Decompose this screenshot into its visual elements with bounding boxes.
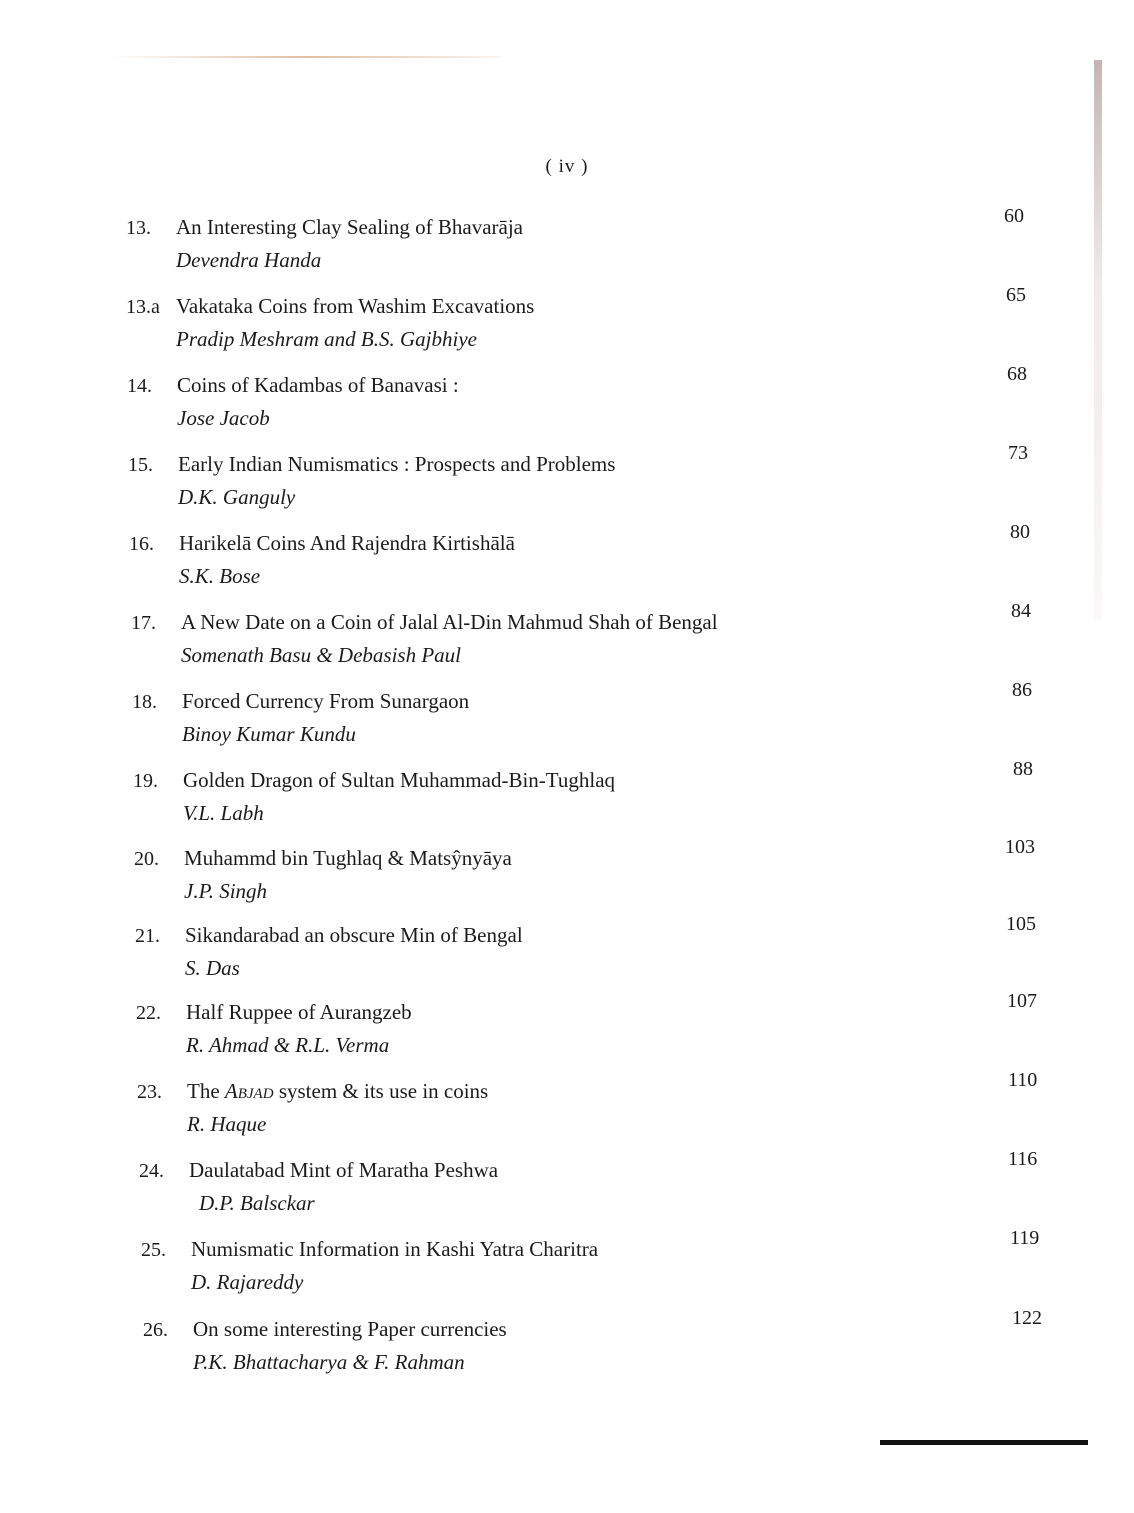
entry-author: S. Das	[185, 956, 240, 980]
entry-page: 84	[1011, 600, 1031, 622]
entry-title: An Interesting Clay Sealing of Bhavarāja	[176, 215, 523, 239]
entry-author: D. Rajareddy	[191, 1270, 304, 1294]
entry-page: 68	[1007, 363, 1027, 385]
entry-author: S.K. Bose	[179, 564, 261, 588]
entry-number: 16.	[129, 533, 154, 555]
entry-title: Golden Dragon of Sultan Muhammad-Bin-Tughlaq	[183, 768, 616, 792]
entry-page: 88	[1013, 758, 1033, 780]
entry-author: Binoy Kumar Kundu	[182, 722, 356, 746]
entry-author: D.P. Balsckar	[199, 1191, 315, 1215]
entry-author: D.K. Ganguly	[178, 485, 296, 509]
entry-number: 17.	[131, 612, 156, 634]
entry-title-emphasis: Abjad	[224, 1079, 274, 1103]
entry-author: Devendra Handa	[176, 248, 322, 272]
entry-number: 26.	[143, 1319, 168, 1341]
entry-title: Forced Currency From Sunargaon	[182, 689, 470, 713]
entry-page: 110	[1008, 1069, 1038, 1091]
entry-author: R. Haque	[187, 1112, 267, 1136]
entry-title: Early Indian Numismatics : Prospects and Problems	[178, 452, 616, 476]
entry-number: 13.	[126, 217, 151, 239]
entry-title: Daulatabad Mint of Maratha Peshwa	[189, 1158, 499, 1182]
entry-page: 86	[1012, 679, 1032, 701]
entry-title	[187, 1079, 488, 1104]
entry-title: On some interesting Paper currencies	[193, 1317, 507, 1341]
entry-number: 23.	[137, 1081, 162, 1103]
entry-title: Half Ruppee of Aurangzeb	[186, 1000, 412, 1024]
entry-author: Somenath Basu & Debasish Paul	[181, 643, 461, 667]
entry-number: 14.	[127, 375, 152, 397]
entry-page: 80	[1010, 521, 1030, 543]
entry-page: 122	[1012, 1307, 1042, 1329]
entry-title: A New Date on a Coin of Jalal Al-Din Mahmud Shah of Bengal	[181, 610, 718, 634]
entry-number: 24.	[139, 1160, 164, 1182]
entry-number: 13.a	[126, 296, 160, 318]
entry-title: Vakataka Coins from Washim Excavations	[176, 294, 535, 318]
entry-number: 19.	[133, 770, 158, 792]
entry-author: J.P. Singh	[184, 879, 268, 903]
entry-title: Harikelā Coins And Rajendra Kirtishālā	[179, 531, 515, 555]
entry-page: 119	[1010, 1227, 1040, 1249]
entry-title: Sikandarabad an obscure Min of Bengal	[185, 923, 523, 947]
entry-number: 20.	[134, 848, 159, 870]
entry-author: P.K. Bhattacharya & F. Rahman	[193, 1350, 465, 1374]
entry-author: V.L. Labh	[183, 801, 264, 825]
entry-number: 22.	[136, 1002, 161, 1024]
entry-page: 65	[1006, 284, 1026, 306]
entry-number: 15.	[128, 454, 153, 476]
entry-number: 21.	[135, 925, 160, 947]
entry-title: Coins of Kadambas of Banavasi :	[177, 373, 459, 397]
entry-author: Pradip Meshram and B.S. Gajbhiye	[176, 327, 477, 351]
entry-page: 103	[1005, 836, 1035, 858]
entry-title: Muhammd bin Tughlaq & Matsŷnyāya	[184, 846, 512, 870]
entry-title-after: system & its use in coins	[273, 1079, 489, 1103]
entry-number: 18.	[132, 691, 157, 713]
entry-title: Numismatic Information in Kashi Yatra Charitra	[191, 1237, 599, 1261]
entry-title-before: The	[187, 1079, 225, 1103]
page-number: ( iv )	[545, 156, 589, 177]
entry-page: 60	[1004, 205, 1024, 227]
entry-page: 107	[1007, 990, 1037, 1012]
entry-number: 25.	[141, 1239, 166, 1261]
entry-author: R. Ahmad & R.L. Verma	[186, 1033, 390, 1057]
entry-page: 105	[1006, 913, 1036, 935]
entry-author: Jose Jacob	[177, 406, 270, 430]
entry-page: 73	[1008, 442, 1028, 464]
entry-page: 116	[1008, 1148, 1038, 1170]
